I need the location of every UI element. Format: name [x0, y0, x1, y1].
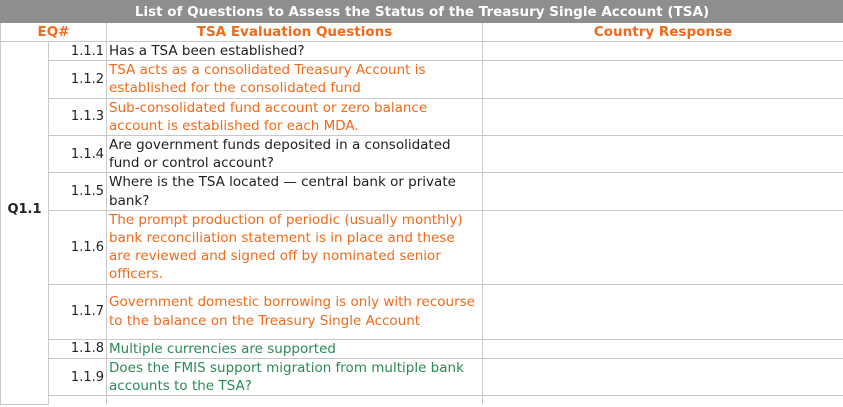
question-text[interactable]: Government domestic borrowing is only with recourse to the balance on the Treasury Single Account [107, 284, 483, 339]
question-text[interactable]: TSA acts as a consolidated Treasury Account is established for the consolidated fund [107, 61, 483, 98]
response-cell[interactable] [483, 358, 843, 395]
response-cell[interactable] [483, 284, 843, 339]
header-response[interactable]: Country Response [483, 23, 843, 42]
table-row-partial [1, 396, 843, 405]
header-eq[interactable]: EQ# [1, 23, 107, 42]
table-row [1, 339, 843, 358]
table-title: List of Questions to Assess the Status of the Treasury Single Account (TSA) [1, 1, 843, 23]
question-number[interactable] [49, 396, 107, 405]
question-text[interactable]: Are government funds deposited in a consolidated fund or control account? [107, 136, 483, 173]
question-number[interactable]: 1.1.6 [49, 210, 107, 284]
question-number[interactable]: 1.1.5 [49, 173, 107, 210]
question-text[interactable]: Has a TSA been established? [107, 42, 483, 61]
question-number[interactable]: 1.1.9 [49, 358, 107, 395]
question-text[interactable]: Does the FMIS support migration from multiple bank accounts to the TSA? [107, 358, 483, 395]
question-text[interactable]: Where is the TSA located — central bank or private bank? [107, 173, 483, 210]
header-row [1, 23, 843, 42]
table-title-row [1, 1, 843, 23]
table-row [1, 210, 843, 284]
table-row [1, 136, 843, 173]
question-number[interactable]: 1.1.2 [49, 61, 107, 98]
response-cell[interactable] [483, 98, 843, 135]
header-questions[interactable]: TSA Evaluation Questions [107, 23, 483, 42]
table-row [1, 61, 843, 98]
group-label[interactable]: Q1.1 [1, 42, 49, 405]
response-cell[interactable] [483, 396, 843, 405]
question-number[interactable]: 1.1.7 [49, 284, 107, 339]
question-text[interactable] [107, 396, 483, 405]
response-cell[interactable] [483, 136, 843, 173]
question-number[interactable]: 1.1.3 [49, 98, 107, 135]
table-row [1, 284, 843, 339]
table-row [1, 358, 843, 395]
response-cell[interactable] [483, 339, 843, 358]
table-row [1, 98, 843, 135]
table-row [1, 173, 843, 210]
question-text[interactable]: The prompt production of periodic (usually monthly) bank reconciliation statement is in place and these are reviewed and signed off by nominated senior officers. [107, 210, 483, 284]
table-row [1, 42, 843, 61]
question-text[interactable]: Multiple currencies are supported [107, 339, 483, 358]
question-number[interactable]: 1.1.1 [49, 42, 107, 61]
response-cell[interactable] [483, 173, 843, 210]
response-cell[interactable] [483, 210, 843, 284]
question-text[interactable]: Sub-consolidated fund account or zero balance account is established for each MDA. [107, 98, 483, 135]
question-number[interactable]: 1.1.8 [49, 339, 107, 358]
response-cell[interactable] [483, 42, 843, 61]
question-number[interactable]: 1.1.4 [49, 136, 107, 173]
response-cell[interactable] [483, 61, 843, 98]
